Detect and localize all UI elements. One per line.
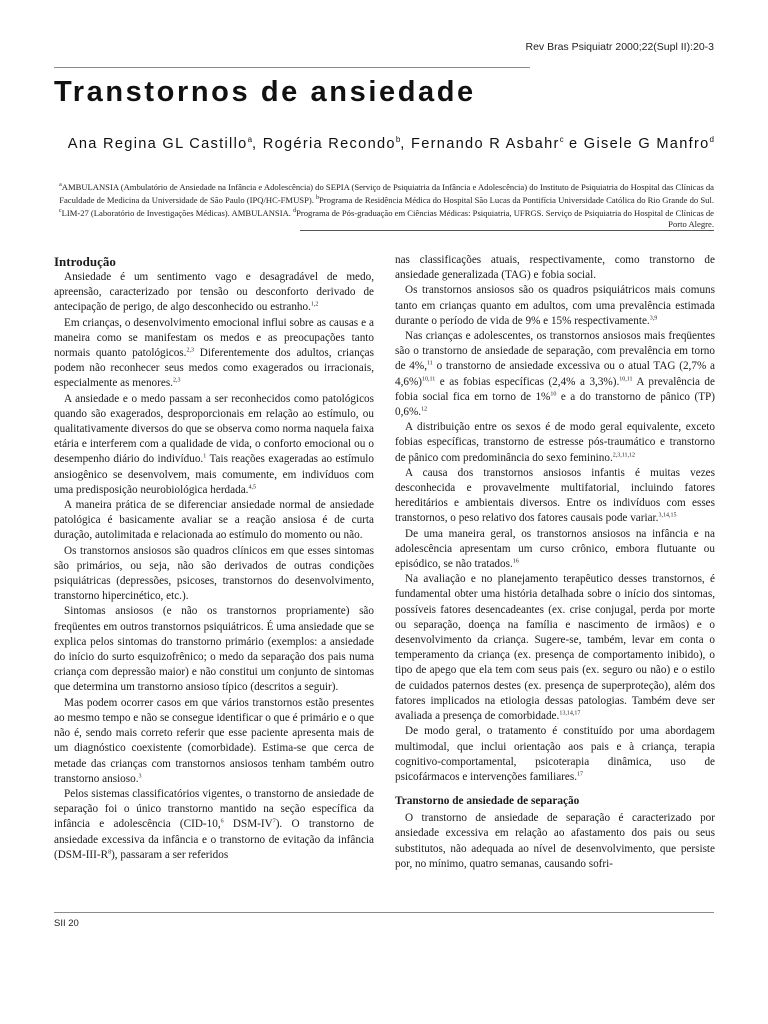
paragraph-text: Os transtornos ansiosos são quadros clínicos em que esses sintomas são primários, ou seja, não são derivados de outras condições psiquiátricas (depressões, psicoses, transtornos do desenvolvimento, transtorno hipercinético, etc.). (54, 544, 374, 603)
body-paragraph (395, 283, 715, 329)
author-name: Gisele G Manfro (583, 135, 710, 152)
paragraph-text: ). O transtorno de ansiedade excessiva da infância e o transtorno de evitação da infância (DSM-III-R (54, 818, 375, 861)
body-paragraph (54, 544, 374, 605)
affiliation-mark: d (293, 208, 297, 215)
body-column-left (54, 253, 374, 863)
body-paragraph (395, 724, 715, 785)
paragraph-text: DSM-IV (223, 818, 273, 831)
paragraph-text: De uma maneira geral, os transtornos ansiosos na infância e na adolescência apresentam um curso crônico, embora flutuante ou episódico, se não tratados. (395, 527, 715, 571)
affiliation-text: LIM-27 (Laboratório de Investigações Médicas). AMBULANSIA. (61, 207, 294, 218)
citation-ref: 10,11 (422, 375, 436, 382)
citation-ref: 2,3 (172, 377, 181, 384)
paragraph-text: Nas crianças e adolescentes, os transtornos ansiosos mais freqüentes são o transtorno de ansiedade de separação, com prevalência em torno de 4%, (395, 330, 715, 373)
paragraph-text: nas classificações atuais, respectivamente, como transtorno de ansiedade generalizada (TAG) e fobia social. (395, 254, 715, 282)
body-paragraph (54, 787, 374, 863)
author-separator: e (563, 135, 584, 152)
citation-ref: 10 (550, 391, 557, 398)
paragraph-text: Sintomas ansiosos (e não os transtornos propriamente) são freqüentes em outros transtornos psiquiátricos. É uma ansiedade que se explica pelos sintomas do transtorno primário (exemplos: a ansiedade do início do surto esquizofrênico; o medo da separação dos pais numa criança com depressão maior) e não constitui um conjunto de sintomas que determina um transtorno ansioso típico (descritos a seguir). (54, 605, 374, 694)
paragraph-text: A distribuição entre os sexos é de modo geral equivalente, exceto fobias específicas, transtorno de estresse pós-traumático e transtorno de pânico com predominância do sexo feminino. (395, 421, 715, 464)
paragraph-text: A maneira prática de se diferenciar ansiedade normal de ansiedade patológica é basicamente avaliar se a reação ansiosa é de curta duração, autolimitada e relacionada ao estímulo do momento ou não. (54, 499, 374, 542)
paragraph-text: O transtorno de ansiedade de separação é caracterizado por ansiedade excessiva em relação ao afastamento dos pais ou seus substitutos, não adequada ao nível de desenvolvimento, que persiste por, no mínimo, quatro semanas, causando sofri- (395, 812, 715, 870)
citation-ref: 4,5 (248, 484, 256, 491)
paragraph-text: Diferentemente dos adultos, crianças podem não reconhecer seus medos como exagerados ou irracionais, especialmente as menores. (54, 347, 374, 390)
paragraph-text: Em crianças, o desenvolvimento emocional influi sobre as causas e a maneira como se manifestam os medos e as preocupações tanto normais quanto patológicos. (54, 316, 374, 360)
citation-ref: 16 (512, 558, 519, 565)
body-paragraph (54, 498, 374, 544)
body-paragraph (395, 329, 715, 420)
body-paragraph (54, 604, 374, 695)
subsection-heading: Transtorno de ansiedade de separação (395, 795, 580, 808)
paragraph-text: A prevalência de fobia social fica em torno de 1% (395, 375, 715, 403)
paragraph-text: Tais reações exageradas ao estímulo ansiogênico se desenvolvem, mais comumente, em indivíduos com uma predisposição neurobiológica herdada. (54, 453, 375, 496)
paragraph-text: Os transtornos ansiosos são os quadros psiquiátricos mais comuns tanto em crianças quanto em adultos, com uma prevalência estimada durante o período de vida de 9% e 15% respectivamente. (395, 284, 715, 327)
paragraph-text: ), passaram a ser referidos (111, 848, 229, 861)
body-column-right (395, 253, 715, 872)
article-title: Transtornos de ansiedade (54, 76, 476, 108)
body-paragraph (54, 696, 374, 787)
author-affil-mark: d (709, 135, 714, 144)
citation-ref: 3,14,15 (658, 512, 677, 519)
citation-ref: 7 (272, 818, 276, 825)
body-paragraph (54, 270, 374, 316)
author-name: Rogéria Recondo (262, 135, 396, 152)
affiliation-rule (300, 230, 714, 231)
author-separator: , (252, 135, 263, 152)
affiliation-mark: c (58, 208, 62, 215)
affiliations (54, 180, 714, 230)
body-paragraph (54, 392, 374, 498)
header-rule (54, 67, 530, 68)
body-paragraph (395, 527, 715, 573)
body-paragraph (395, 811, 715, 872)
paragraph-text: o transtorno de ansiedade excessiva ou o atual TAG (2,7% a 4,6%) (395, 360, 715, 388)
paragraph-text: e a do transtorno de pânico (TP) 0,6%. (395, 390, 715, 419)
author-list (54, 130, 714, 154)
paragraph-text: e as fobias específicas (2,4% a 3,3%). (435, 375, 620, 388)
citation-ref: 6 (220, 818, 224, 825)
footer-rule (54, 912, 714, 913)
body-paragraph (395, 466, 715, 527)
author-name: Fernando R Asbahr (411, 135, 560, 152)
citation-ref: 1 (203, 453, 207, 460)
body-paragraph (395, 420, 715, 466)
paragraph-text: Na avaliação e no planejamento terapêutico desses transtornos, é fundamental obter uma história detalhada sobre o início dos sintomas, possíveis fatores desencadeantes (ex. crise conjugal, perda por morte ou separação, doença na família e nascimento de irmãos) e o desenvolvimento da criança. Sugere-se, também, levar em conta o temperamento da criança (ex. presença de comportamento inibido), o tipo de apego que ela tem com seus pais (ex. seguro ou não) e o estilo de cuidados paternos destes (ex. presença de superproteção), além dos fatores implicados na etiologia dessas patologias. Também deve ser avaliada a presença de comorbidade. (395, 573, 715, 723)
citation-ref: 3 (138, 772, 142, 779)
paragraph-text: A causa dos transtornos ansiosos infantis é muitas vezes desconhecida e provavelmente multifatorial, incluindo fatores hereditários e ambientais diversos. Entre os indivíduos com esses transtornos, o peso relativo dos fatores causais pode variar. (395, 466, 715, 525)
body-paragraph (395, 572, 715, 724)
author-affil-mark: b (395, 135, 401, 144)
citation-ref: 1,2 (310, 301, 319, 308)
citation-ref: 11 (427, 360, 433, 367)
author-affil-mark: a (247, 135, 253, 144)
paragraph-text: Ansiedade é um sentimento vago e desagradável de medo, apreensão, caracterizado por tensão ou desconforto derivado de antecipação de perigo, de algo desconhecido ou estranho. (54, 271, 374, 314)
citation-ref: 13,14,17 (559, 710, 581, 717)
affiliation-text: Programa de Residência Médica do Hospital São Lucas da Pontifícia Universidade Católica do Rio Grande do Sul. (319, 194, 714, 205)
citation-ref: 2,3 (186, 347, 194, 354)
affiliation-mark: a (59, 182, 62, 188)
affiliation-mark: b (316, 195, 320, 202)
journal-citation: Rev Bras Psiquiatr 2000;22(Supl II):20-3 (525, 41, 714, 53)
paragraph-text: Mas podem ocorrer casos em que vários transtornos estão presentes ao mesmo tempo e não se consegue identificar o que é primário e o que não é, sendo mais correto referir que esse paciente apresenta mais de um diagnóstico coexistente (comorbidade). Estima-se que cerca de metade das crianças com transtornos ansiosos tenham também outro transtorno ansioso. (54, 696, 374, 785)
paragraph-text: Pelos sistemas classificatórios vigentes, o transtorno de ansiedade de separação foi o único transtorno mantido na seção específica da infância e adolescência (CID-10, (54, 787, 374, 831)
affiliation-text: Programa de Pós-graduação em Ciências Médicas: Psiquiatria, UFRGS. Serviço de Psiquiatria do Hospital de Clínicas de Porto Alegre. (296, 207, 714, 230)
author-separator: , (400, 135, 411, 152)
affiliation-text: AMBULANSIA (Ambulatório de Ansiedade na Infância e Adolescência) do SEPIA (Serviço de Psiquiatria da Infância e Adolescência) do Instituto de Psiquiatria do Hospital das Clínicas da Faculdade de Medicina da Universidade de São Paulo (IPQ/HC-FMUSP). (59, 181, 714, 205)
author-name: Ana Regina GL Castillo (67, 135, 248, 152)
citation-ref: 3,9 (649, 315, 658, 322)
body-paragraph (395, 253, 715, 283)
author-affil-mark: c (559, 135, 564, 144)
citation-ref: 17 (577, 771, 584, 778)
citation-ref: 8 (108, 848, 112, 855)
citation-ref: 10,11 (619, 375, 633, 382)
page-number: SII 20 (54, 918, 79, 929)
paragraph-text: De modo geral, o tratamento é constituído por uma abordagem multimodal, que inclui orientação aos pais e à criança, terapia cognitivo-comportamental, psicoterapia dinâmica, uso de psicofármacos e intervenções familiares. (395, 725, 715, 783)
section-heading: Introdução (54, 254, 116, 269)
paragraph-text: A ansiedade e o medo passam a ser reconhecidos como patológicos quando são exagerados, desproporcionais em relação ao estímulo, ou qualitativamente diversos do que se observa como norma naquela faixa etária e interferem com a qualidade de vida, o conforto emocional ou o desempenho diário do indivíduo. (54, 392, 374, 466)
citation-ref: 2,3,11,12 (612, 451, 636, 458)
body-paragraph (54, 316, 374, 392)
citation-ref: 12 (421, 406, 428, 413)
